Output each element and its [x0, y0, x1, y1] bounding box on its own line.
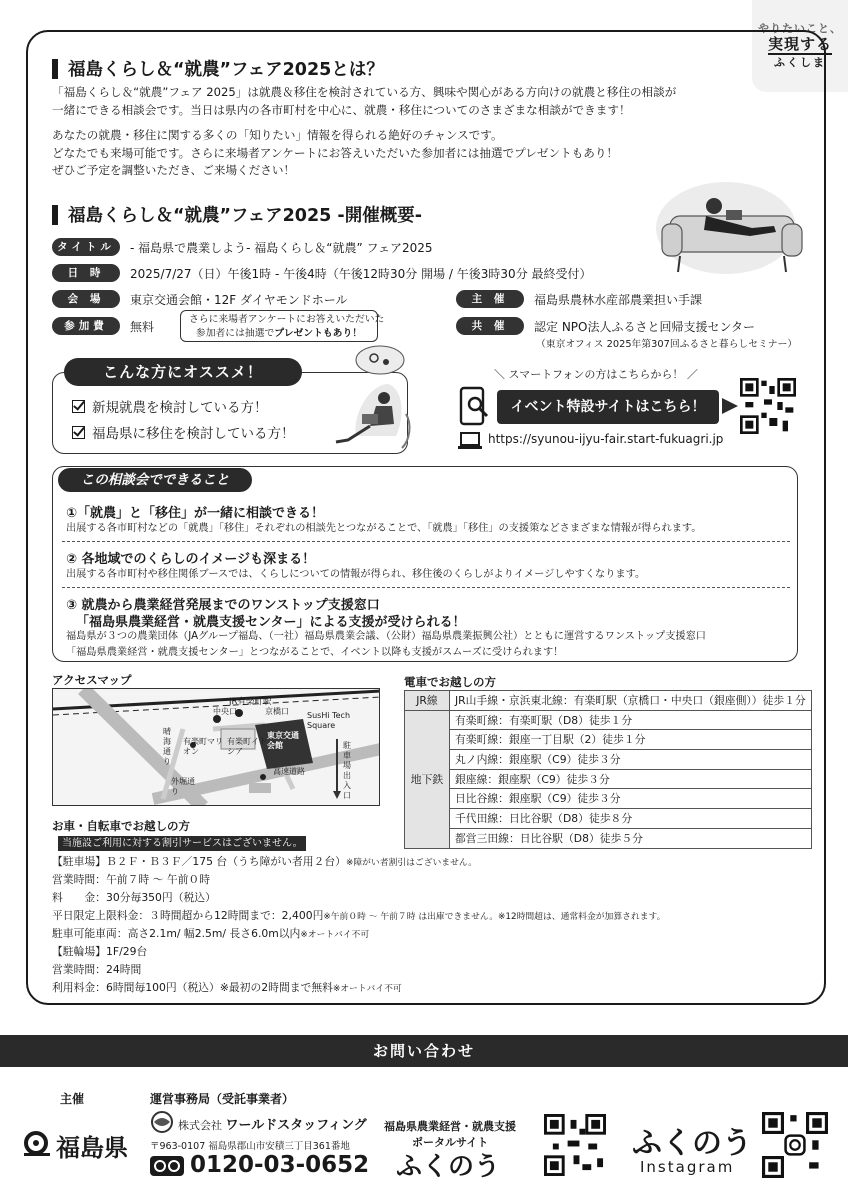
- checkbox-icon: [72, 400, 85, 413]
- parking-line: 【駐輪場】1F/29台: [52, 945, 148, 958]
- office-label: 運営事務局（受託事業者）: [150, 1092, 295, 1106]
- arrow-right-icon: [722, 398, 738, 414]
- title-bar: [52, 59, 58, 79]
- car-notice: 当施設ご利用に対する割引サービスはございません。: [58, 836, 306, 851]
- event-site-qr-code[interactable]: [740, 378, 796, 434]
- parking-line: 平日限定上限料金：３時間超から12時間まで：2,400円※午前０時 〜 午前７時 は出庫できません。※12時間超は、通常料金が加算されます。: [52, 909, 666, 922]
- parking-line: 営業時間：24時間: [52, 963, 142, 976]
- overview-row-cosponsor: 共 催 認定 NPO法人ふるさと回帰支援センター: [456, 317, 755, 335]
- recommend-item: 新規就農を検討している方！: [72, 396, 268, 416]
- about-text: 「福島くらし＆“就農”フェア 2025」は就農＆移住を検討されている方、興味や関心がある方向けの就農と移住の相談が 一緒にできる相談会です。当日は県内の各市町村を中心に、就農・移住についてのさまざまな相談ができます！ あなたの就農・移住に関する多くの「知りたい」情報を得られる絶好のチャンスです。 どなたでも来場可能です。さらに来場者アンケートにお答えいただいた参加者には抽選でプレゼントもあり！ ぜひご予定を調整いただき、ご来場ください！: [52, 85, 677, 177]
- map-harumi: 晴海通り: [163, 727, 171, 766]
- phone-search-icon: [458, 386, 492, 426]
- insta-name: ふくのう: [632, 1126, 752, 1161]
- map-venue: 東京交通会館: [267, 731, 299, 750]
- free-dial-icon: [150, 1156, 184, 1176]
- host-label: 主催: [60, 1092, 85, 1106]
- train-title: 電車でお越しの方: [404, 675, 496, 689]
- train-cat-subway: 地下鉄: [405, 710, 450, 848]
- phone-number[interactable]: 0120-03-0652: [190, 1152, 370, 1178]
- parking-line: 利用料金：6時間毎100円（税込）※最初の2時間まで無料※オートバイ不可: [52, 981, 402, 994]
- fukushima-corner-logo: やりたいこと、 実現する ふくしま: [752, 0, 848, 92]
- host-name: 福島県: [56, 1134, 128, 1162]
- smartphone-note: ＼ スマートフォンの方はこちらから！ ／: [494, 368, 698, 381]
- map-itocia: 有楽町イトシア: [227, 737, 267, 756]
- table-row: 有楽町線：銀座一丁目駅（2）徒歩１分: [405, 730, 812, 750]
- event-site-url[interactable]: https://syunou-ijyu-fair.start-fukuagri.jp: [488, 432, 724, 446]
- title-bar: [52, 205, 58, 225]
- can-do-title: この相談会でできること: [58, 468, 252, 492]
- map-marion: 有楽町マリオン: [183, 737, 223, 756]
- train-table: [404, 690, 812, 849]
- can-do-body-1: 出展する各市町村などの「就農」「移住」それぞれの相談先とつながることで、「就農」「移住」の支援策などさまざまな情報が得られます。: [66, 523, 702, 534]
- checkbox-icon: [72, 426, 85, 439]
- parking-line: 駐車可能車両：高さ2.1m/ 幅2.5m/ 長さ6.0m以内※オートバイ不可: [52, 927, 370, 940]
- cosponsor-note: （東京オフィス 2025年第307回ふるさと暮らしセミナー）: [536, 339, 798, 350]
- overview-row-fee: 参加費 無料: [52, 317, 154, 335]
- fukushima-pref-logo-icon: [22, 1130, 54, 1158]
- instagram-qr-code[interactable]: [762, 1112, 828, 1178]
- insta-label: Instagram: [640, 1158, 735, 1176]
- can-do-heading-3: ③ 就農から農業経営発展までのワンストップ支援窓口: [66, 598, 380, 613]
- map-parking-entry: 駐車場出入口: [343, 741, 351, 800]
- can-do-heading-1: ①「就農」と「移住」が一緒に相談できる！: [66, 506, 325, 521]
- overview-row-datetime: 日 時 2025/7/27（日）午後1時 - 午後4時（午後12時30分 開場 / 午後3時30分 最終受付）: [52, 264, 592, 282]
- can-do-body-3b: 「福島県農業経営・就農支援センター」とつながることで、イベント以降も支援がスムーズに受けられます！: [66, 647, 564, 658]
- table-row: 丸ノ内線：銀座駅（C9）徒歩３分: [405, 750, 812, 770]
- contact-bar: お問い合わせ: [0, 1035, 848, 1067]
- access-map-title: アクセスマップ: [52, 673, 132, 687]
- map-sotobori: 外堀通り: [171, 777, 195, 796]
- recommend-item: 福島県に移住を検討している方！: [72, 422, 295, 442]
- train-cat-jr: JR線: [405, 691, 450, 711]
- portal-line-2: ポータルサイト: [412, 1136, 489, 1149]
- can-do-heading-3b: 「福島県農業経営・就農支援センター」による支援が受けられる！: [76, 615, 466, 630]
- table-row: 銀座線：銀座駅（C9）徒歩３分: [405, 769, 812, 789]
- overview-row-title: タイトル - 福島県で農業しよう- 福島くらし＆“就農” フェア2025: [52, 238, 432, 256]
- company-address: 〒963-0107 福島県郡山市安積三丁目361番地: [150, 1141, 350, 1152]
- parking-line: 料 金：30分毎350円（税込）: [52, 891, 216, 904]
- map-expressway: 高速道路: [273, 767, 305, 776]
- map-sushi-tech: SusHi Tech Square: [307, 711, 351, 730]
- fee-note-bubble: さらに来場者アンケートにお答えいただいた 参加者には抽選でプレゼントもあり！: [180, 310, 378, 342]
- overview-row-venue: 会 場 東京交通会館・12F ダイヤモンドホール: [52, 290, 348, 308]
- car-title: お車・自転車でお越しの方: [52, 819, 190, 833]
- divider: [62, 587, 790, 588]
- parking-line: 営業時間：午前７時 〜 午前０時: [52, 873, 211, 886]
- can-do-heading-2: ② 各地域でのくらしのイメージも深まる！: [66, 552, 316, 567]
- portal-qr-code[interactable]: [544, 1114, 606, 1176]
- person-laptop-illustration: [326, 344, 416, 452]
- portal-line-1: 福島県農業経営・就農支援: [384, 1120, 516, 1133]
- portal-name: ふくのう: [396, 1152, 501, 1182]
- can-do-body-2: 出展する各市町村や移住関係ブースでは、くらしについての情報が得られ、移住後のくらしがよりイメージしやすくなります。: [66, 569, 646, 580]
- overview-row-organizer: 主 催 福島県農林水産部農業担い手課: [456, 290, 702, 308]
- can-do-body-3: 福島県が３つの農業団体（JAグループ福島、（一社）福島県農業会議、（公財）福島県農業振興公社）とともに運営するワンストップ支援窓口: [66, 631, 706, 642]
- table-row: JR線 JR山手線・京浜東北線：有楽町駅（京橋口・中央口（銀座側））徒歩１分: [405, 691, 812, 711]
- table-row: 日比谷線：銀座駅（C9）徒歩３分: [405, 789, 812, 809]
- access-map: [52, 688, 380, 806]
- table-row: 千代田線：日比谷駅（D8）徒歩８分: [405, 809, 812, 829]
- table-row: 都営三田線：日比谷駅（D8）徒歩５分: [405, 828, 812, 848]
- pc-icon: [458, 432, 482, 450]
- sofa-illustration: [656, 176, 804, 276]
- map-central-exit: 中央口: [213, 707, 237, 716]
- overview-title: 福島くらし＆“就農”フェア2025 -開催概要-: [52, 202, 422, 227]
- table-row: 地下鉄 有楽町線：有楽町駅（D8）徒歩１分: [405, 710, 812, 730]
- divider: [62, 541, 790, 542]
- map-jr-station: JR有楽町駅: [229, 697, 272, 707]
- event-site-button[interactable]: イベント特設サイトはこちら！: [497, 390, 719, 424]
- about-title: 福島くらし＆“就農”フェア2025とは？: [52, 56, 384, 81]
- recommend-title: こんな方にオススメ！: [64, 358, 302, 386]
- parking-line: 【駐車場】Ｂ２Ｆ・Ｂ３Ｆ／175 台（うち障がい者用２台）※障がい者割引はございません。: [52, 855, 478, 868]
- map-kyobashi-exit: 京橋口: [265, 707, 289, 716]
- company-logo-icon: [150, 1110, 174, 1134]
- company-name: 株式会社 ワールドスタッフィング: [178, 1118, 367, 1133]
